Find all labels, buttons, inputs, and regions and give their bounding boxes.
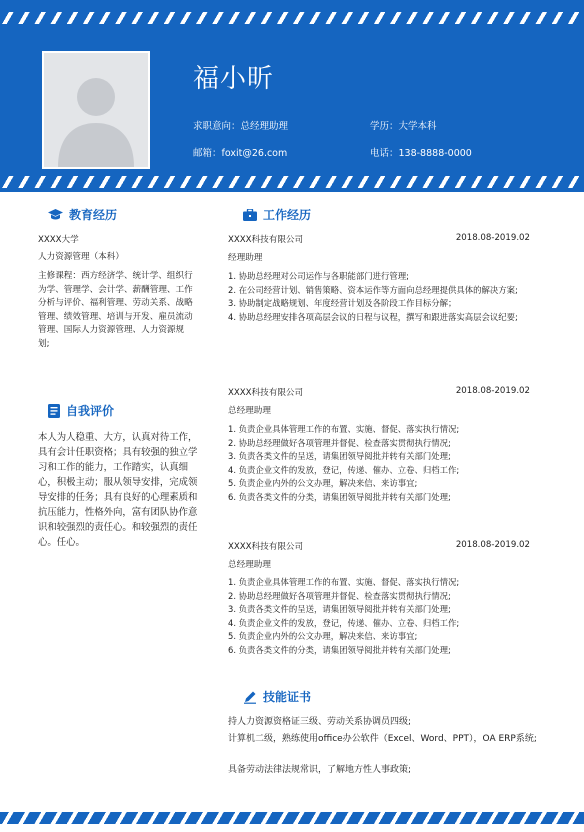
candidate-name: 福小昕 [193,64,275,94]
skill-line: 计算机二级，熟练使用office办公软件（Excel、Word、PPT），OA ERP系统; [228,734,537,744]
duty-item: 5. 负责企业内外的公文办理，解决来信、来访事宜; [228,478,418,488]
skills-section-title [243,688,311,705]
duty-item: 4. 负责企业文件的发放，登记，传递、催办、立卷、归档工作; [228,464,460,475]
duty-item: 4. 负责企业文件的发放，登记，传递、催办、立卷、归档工作; [228,617,460,628]
job-duties-list [228,423,548,504]
duty-item: 3. 负责各类文件的呈送，请集团领导阅批并转有关部门处理; [228,451,451,461]
bottom-stripe-decoration [0,812,584,824]
job-company: XXXX科技有限公司 [228,542,304,552]
self-eval-section-title [48,402,114,419]
duty-item: 6. 负责各类文件的分类，请集团领导阅批并转有关部门处理; [228,644,451,655]
job-date: 2018.08-2019.02 [455,233,530,243]
pen-icon [243,690,257,704]
duty-item: 3. 负责各类文件的呈送，请集团领导阅批并转有关部门处理; [228,604,451,614]
resume-header [0,0,584,192]
duty-item: 6. 负责各类文件的分类，请集团领导阅批并转有关部门处理; [228,491,451,502]
skills-title: 技能证书 [263,690,312,704]
education-level: 学历：大学本科 [370,121,437,132]
work-title: 工作经历 [263,208,312,222]
major-name: 人力资源管理（本科） [38,252,124,262]
job-position: 经理助理 [228,253,263,263]
header-bottom-stripe [0,176,584,188]
duty-item: 5. 负责企业内外的公文办理，解决来信、来访事宜; [228,631,418,641]
duty-item: 4. 协助总经理安排各项高层会议的日程与议程，撰写和跟进落实高层会议纪要; [228,311,518,322]
education-section-title [48,206,117,223]
job-date: 2018.08-2019.02 [455,540,530,550]
skill-line: 具备劳动法律法规常识，了解地方性人事政策; [228,765,412,775]
phone-text: 电话：138-8888-0000 [370,148,472,159]
document-icon [48,404,60,418]
job-intention: 求职意向：总经理助理 [193,121,289,132]
job-position: 总经理助理 [228,560,271,570]
education-title: 教育经历 [69,208,118,222]
job-date: 2018.08-2019.02 [455,386,530,396]
graduation-cap-icon [48,209,63,221]
duty-item: 1. 协助总经理对公司运作与各职能部门进行管理; [228,271,409,281]
job-duties-list [228,576,548,657]
duty-item: 3. 协助制定战略规划、年度经营计划及各阶段工作目标分解； [228,298,457,308]
job-company: XXXX科技有限公司 [228,235,304,245]
briefcase-icon [243,209,257,221]
duty-item: 1. 负责企业具体管理工作的布置、实施、督促、落实执行情况; [228,577,460,587]
self-eval-text: 本人为人稳重、大方，认真对待工作，具有会计任职资格；具有较强的独立学习和工作的能力，工作踏实，认真细心，积极主动；服从领导安排，完成领导安排的任务；具有良好的心理素质和抗压能力，性格外向，富有团队协作意识和较强烈的责任心。和较强烈的责任心。任心。 [38,432,198,548]
duty-item: 1. 负责企业具体管理工作的布置、实施、督促、落实执行情况; [228,424,460,434]
self-eval-title: 自我评价 [66,404,115,418]
work-section-title [243,206,311,223]
duty-item: 2. 协助总经理做好各项管理并督促、检查落实贯彻执行情况; [228,437,451,448]
job-duties-list [228,270,546,324]
top-stripe-decoration [0,12,584,24]
courses-text: 主修课程：西方经济学、统计学、组织行为学、管理学、会计学、薪酬管理、工作分析与评价、福利管理、劳动关系、战略管理、绩效管理、培训与开发、雇员流动管理、国际人力资源管理、人力资源规划; [38,271,193,349]
duty-item: 2. 协助总经理做好各项管理并督促、检查落实贯彻执行情况; [228,590,451,601]
job-company: XXXX科技有限公司 [228,388,304,398]
job-position: 总经理助理 [228,406,271,416]
email-text: 邮箱：foxit@26.com [193,148,288,159]
avatar [42,51,150,169]
duty-item: 2. 在公司经营计划、销售策略、资本运作等方面向总经理提供具体的解决方案; [228,284,518,295]
school-name: XXXX大学 [38,235,79,245]
person-silhouette-icon [44,53,148,167]
skill-line: 持人力资源资格证三级、劳动关系协调员四级; [228,717,412,727]
